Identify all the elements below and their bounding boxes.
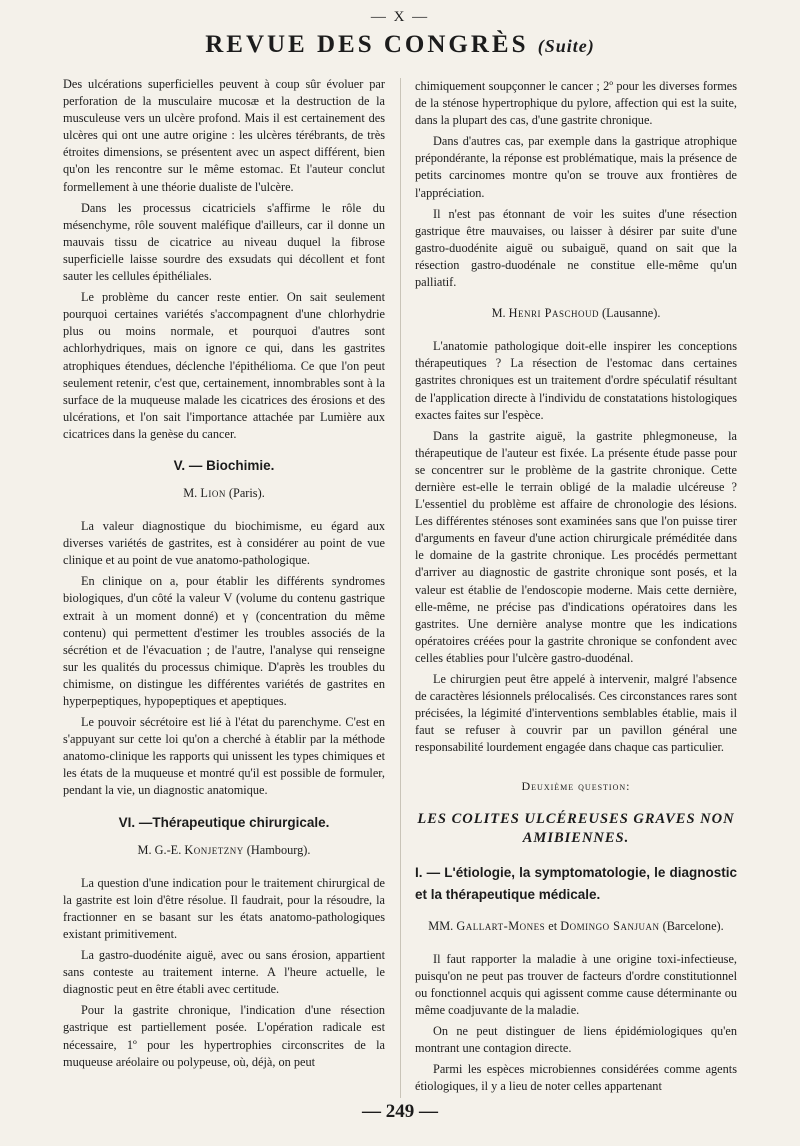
column-divider <box>400 78 401 1098</box>
question-label: Deuxième question: <box>521 779 631 794</box>
paragraph: Il faut rapporter la maladie à une origine toxi-infectieuse, puisqu'on ne peut pas trouver de facteurs d'ordre constitutionnel ou fonctionnel acquis qui agissent comme cause déterminante ou même coadjuvante de la maladie. <box>415 951 737 1017</box>
subsection-heading: I. — L'étiologie, la symptomatologie, le diagnostic et la thérapeutique médicale. <box>415 864 737 902</box>
page-number: — 249 — <box>362 1101 438 1122</box>
paragraph: On ne peut distinguer de liens épidémiologiques qu'en montrant une contagion directe. <box>415 1024 737 1056</box>
paragraph: Le problème du cancer reste entier. On sait seulement pourquoi certaines variétés s'accompagnent d'une chlorhydrie plus ou moins normale, et pourquoi d'autres sont achlorhydriques, mais on ignore ce qui, dans les gastrites atrophiques étendues, déclenche l'épithélioma. Ce que l'on peut seulement retenir, c'est que, certainement, innombrables sont à la surface de la muqueuse malade les cicatrices des érosions et des ulcérations, et l'on sait l'importance attachée par Lumière aux cicatrices dans la genèse du cancer. <box>63 290 385 441</box>
paragraph: La question d'une indication pour le traitement chirurgical de la gastrite est loin d'être résolue. Il faudrait, pour la résoudre, la fractionner en se basant sur les états anatomo-pathologiques existant primitivement. <box>63 875 385 941</box>
section-heading-biochimie: V. — Biochimie. <box>173 457 275 473</box>
paragraph: La valeur diagnostique du biochimisme, eu égard aux diverses variétés de gastrites, est à considérer au point de vue clinique et au point de vue anatomo-pathologique. <box>63 519 385 568</box>
author-line <box>415 305 737 322</box>
author-name: Gallart-Mones <box>456 918 546 933</box>
author-name: Domingo Sanjuan <box>560 918 660 933</box>
title-suite: (Suite) <box>537 36 595 56</box>
author-place: (Lausanne). <box>602 306 661 321</box>
question-title: LES COLITES ULCÉREUSES GRAVES NON AMIBIENNES. <box>417 810 735 846</box>
paragraph: La gastro-duodénite aiguë, avec ou sans érosion, appartient sans conteste au traitement interne. A l'heure actuelle, le diagnostic peut en être établi avec certitude. <box>63 948 385 997</box>
author-name: Lion <box>200 485 226 500</box>
left-column <box>63 76 385 1101</box>
paragraph: Le chirurgien peut être appelé à intervenir, malgré l'absence de caractères lésionnels prélocalisés. Ces circonstances rares sont précisées, la légimité d'interventions semblables établie, mais il faut se refuser à couvrir par un pavillon général une responsabilité lourdement engagée dans chaque cas particulier. <box>415 672 737 755</box>
title-text: REVUE DES CONGRÈS <box>205 31 529 58</box>
paragraph: En clinique on a, pour établir les différents syndromes biologiques, d'un côté la valeur V (volume du contenu gastrique extrait à un moment donné) et γ (concentration du même contenu) qui permettent d'estimer les troubles associés de la sécrétion et de l'évacuation ; de l'autre, l'analyse qui renseigne sur les qualités du processus chimique. D'après les troubles du chimisme, on distingue les différentes variétés de gastrites en hyperpeptiques, hypopeptiques et apeptiques. <box>63 574 385 708</box>
author-line <box>63 842 385 859</box>
paragraph: chimiquement soupçonner le cancer ; 2º pour les diverses formes de la sténose hypertrophique du pylore, affection qui est la suite, dans la plupart des cas, d'une gastrite chronique. <box>415 79 737 128</box>
author-place: (Paris). <box>228 485 265 500</box>
author-prefix: M. G.-E. <box>137 842 182 857</box>
author-name: Henri Paschoud <box>508 306 599 321</box>
author-place: (Barcelone). <box>662 918 724 933</box>
section-heading-therapeutique: VI. —Thérapeutique chirurgicale. <box>118 814 330 830</box>
paragraph: Dans la gastrite aiguë, la gastrite phlegmoneuse, la thérapeutique de l'auteur est fixée. La présente étude passe pour se concentrer sur le problème de la gastrite chronique. Cette dernière est-elle le terrain obligé de la maladie ulcéreuse ? L'essentiel du problème est affaire de chronologie des lésions. Les différentes sténoses sont examinées sans que l'on puisse tirer d'arguments en faveur d'une action chirurgicale préméditée dans le domaine de la gastrite chronique. Les procédés permettant d'arriver au diagnostic de gastrite chronique sont posés, et la valeur est établie de l'endoscopie moderne. Mais cette dernière, elle-même, ne précise pas d'indications opératoires dans les gastrites. Une dernière analyse montre que les indications opératoires créées pour la gastrite chronique se confondent avec celles établies pour l'ulcère gastro-duodénal. <box>415 428 737 665</box>
paragraph: Il n'est pas étonnant de voir les suites d'une résection gastrique être mauvaises, ou laisser à désirer par suite d'une gastro-duodénite aiguë ou subaiguë, quand on sait que la résection gastro-duodénale ne constitue elle-même qu'un palliatif. <box>415 206 737 290</box>
author-conjunction: et <box>548 918 558 933</box>
author-prefix: M. <box>491 306 506 321</box>
page-title <box>0 28 800 63</box>
paragraph: Dans les processus cicatriciels s'affirme le rôle du mésenchyme, rôle souvent maléfique d'ailleurs, car il donne un mauvais tissu de cicatrice au niveau duquel la fibrose superficielle laisse sourdre des exsudats qui décollent et font sauter les cellules épithéliales. <box>63 200 385 284</box>
paragraph: Pour la gastrite chronique, l'indication d'une résection gastrique est partiellement posée. L'opération radicale est nécessaire, 1º pour les hypertrophies circonscrites de la muqueuse aréolaire ou polypeuse, où, déjà, on peut <box>63 1003 385 1069</box>
author-prefix: MM. <box>428 918 454 933</box>
paragraph: L'anatomie pathologique doit-elle inspirer les conceptions thérapeutiques ? La résection de l'estomac dans certaines gastrites chroniques est un traitement d'ordre spéculatif résultant de l'application directe à l'individu de constatations histologiques exactes faites sur l'espèce. <box>415 339 737 422</box>
paragraph: Parmi les espèces microbiennes considérées comme agents étiologiques, il y a lieu de noter celles appartenant <box>415 1062 737 1094</box>
author-place: (Hambourg). <box>246 842 311 857</box>
paragraph: Le pouvoir sécrétoire est lié à l'état du parenchyme. C'est en s'appuyant sur cette loi qu'on a cherché à établir par la méthode anatomo-clinique les rapports qui unissent les types chimiques et les états de la muqueuse et montré qu'il est possible de formuler, pendant la vie, un diagnostic anatomique. <box>63 715 385 798</box>
author-name: Konjetzny <box>184 842 244 857</box>
author-line <box>415 918 737 935</box>
paragraph: Dans d'autres cas, par exemple dans la gastrique atrophique prépondérante, la réponse est problématique, mais la présence de petits carcinomes montre qu'on se trouve aux frontières de l'appréciation. <box>415 134 737 200</box>
paragraph: Des ulcérations superficielles peuvent à coup sûr évoluer par perforation de la musculaire mucosæ et la destruction de la musculeuse vers un ulcère profond. Mais il est certainement des ulcères qui ont une autre origine : les ulcères térébrants, de très étroites dimensions, se présentent avec un aspect différent, bien qu'on les rencontre sur le même estomac. Et l'auteur conclut formellement à une théorie dualiste de l'ulcère. <box>63 77 385 194</box>
author-line <box>63 485 385 502</box>
author-prefix: M. <box>183 485 198 500</box>
right-column <box>415 78 737 1103</box>
folio: — X — <box>370 9 430 25</box>
